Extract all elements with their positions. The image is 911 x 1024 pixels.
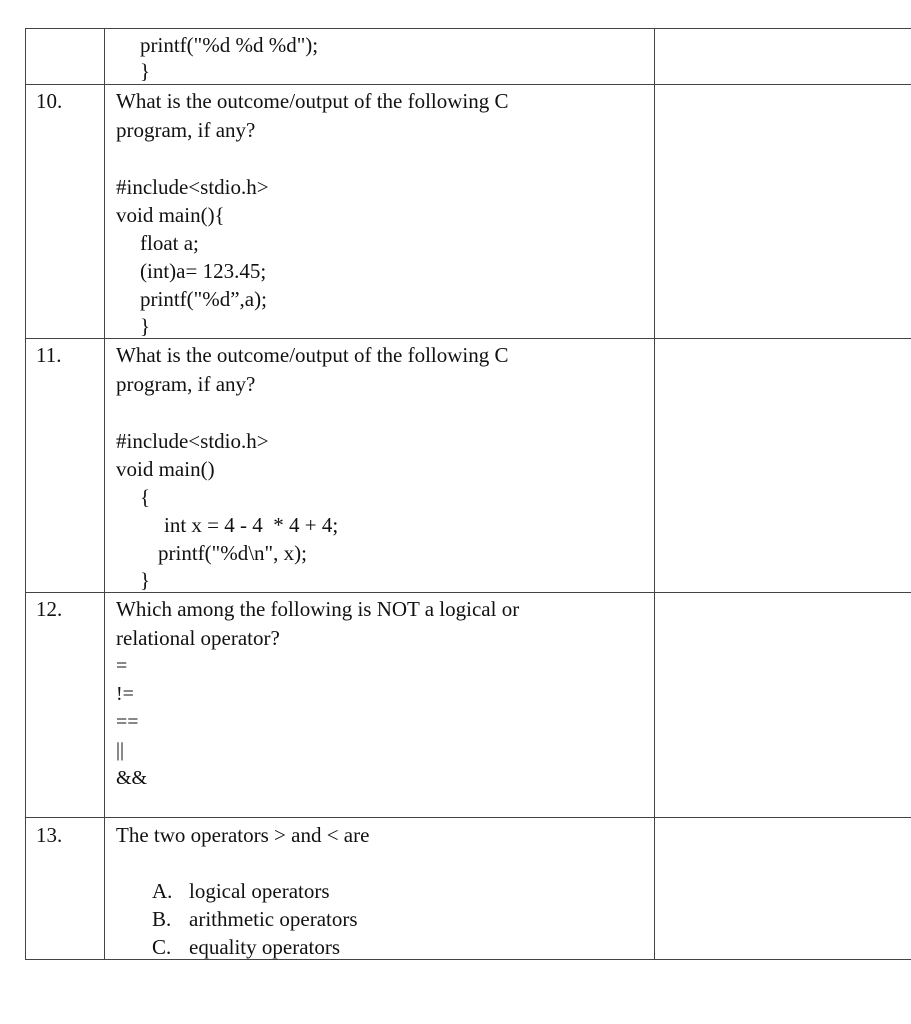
code-line: void main(){	[116, 203, 225, 227]
option-text: equality operators	[189, 935, 341, 959]
question-number: 13.	[36, 823, 63, 847]
code-line: printf("%d”,a);	[140, 287, 267, 311]
column-divider-left	[25, 28, 26, 960]
row-divider-13	[25, 817, 911, 818]
code-line: float a;	[140, 231, 199, 255]
row-divider-10	[25, 84, 911, 85]
question-text: What is the outcome/output of the following C	[116, 89, 509, 113]
question-text: program, if any?	[116, 372, 256, 396]
row-divider-12	[25, 592, 911, 593]
option-text: ||	[116, 739, 125, 761]
question-number: 12.	[36, 597, 63, 621]
option-letter: A.	[152, 879, 173, 903]
question-text: What is the outcome/output of the following C	[116, 343, 509, 367]
option-text: =	[116, 655, 128, 677]
code-line: void main()	[116, 457, 215, 481]
question-text: The two operators > and < are	[116, 823, 370, 847]
option-letter: B.	[152, 907, 172, 931]
option-text: arithmetic operators	[189, 907, 358, 931]
table-border-top	[25, 28, 911, 29]
column-divider-question	[104, 28, 105, 960]
question-number: 11.	[36, 343, 62, 367]
option-text: &&	[116, 767, 148, 789]
question-text: relational operator?	[116, 626, 280, 650]
option-text: ==	[116, 711, 139, 733]
question-text: program, if any?	[116, 118, 256, 142]
code-line: }	[140, 568, 151, 592]
code-line: }	[140, 59, 151, 83]
option-text: !=	[116, 683, 134, 705]
code-line: (int)a= 123.45;	[140, 259, 267, 283]
option-text: logical operators	[189, 879, 330, 903]
row-divider-11	[25, 338, 911, 339]
code-line: #include<stdio.h>	[116, 175, 269, 199]
code-line: {	[140, 485, 151, 509]
option-letter: C.	[152, 935, 172, 959]
question-number: 10.	[36, 89, 63, 113]
question-text: Which among the following is NOT a logical or	[116, 597, 520, 621]
code-line: printf("%d\n", x);	[158, 541, 307, 565]
code-line: }	[140, 314, 151, 338]
code-line: int x = 4 - 4 * 4 + 4;	[164, 513, 339, 537]
code-line: #include<stdio.h>	[116, 429, 269, 453]
column-divider-answer	[654, 28, 655, 960]
code-line: printf("%d %d %d");	[140, 33, 319, 57]
